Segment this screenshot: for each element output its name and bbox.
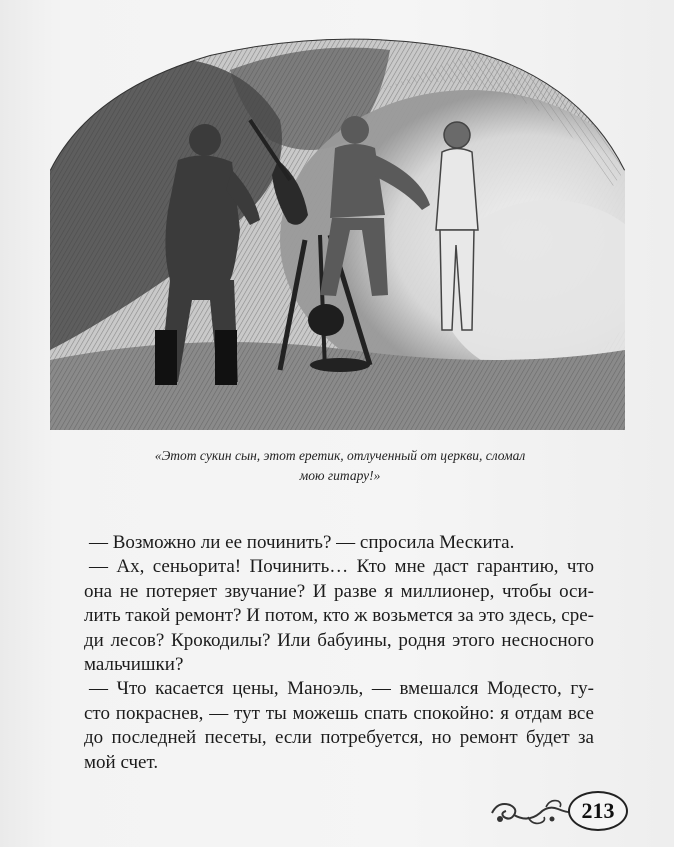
engraving-illustration-icon [50,30,625,430]
caption-line-2: мою гитару!» [299,468,381,483]
text-line: лить такой ремонт? И потом, кто ж возьмется за это здесь, сре- [84,605,594,627]
text-line: ди лесов? Крокодилы? Или бабуины, родня этого несносного [84,629,594,651]
text-line: мой счет. [84,751,159,773]
text-line: — Ах, сеньорита! Починить… Кто мне даст гарантию, что [89,556,594,578]
decorative-flourish-icon [488,795,574,829]
text-line: — Что касается цены, Маноэль, — вмешался Модесто, гу- [89,678,594,700]
text-line: она не потеряет звучание? И разве я миллионер, чтобы оси- [84,580,594,602]
text-line: — Возможно ли ее починить? — спросила Мескита. [89,532,515,553]
text-line: сто покраснев, — тут ты можешь спать спокойно: я отдам все [84,702,594,724]
illustration-caption [60,446,620,486]
caption-line-1: «Этот сукин сын, этот еретик, отлученный от церкви, сломал [154,448,526,463]
page-number: 213 [568,791,628,831]
page-footer [448,791,628,835]
body-text [84,531,594,775]
text-line: до последней песеты, если потребуется, но ремонт будет за [84,727,594,749]
text-line: мальчишки? [84,653,184,675]
